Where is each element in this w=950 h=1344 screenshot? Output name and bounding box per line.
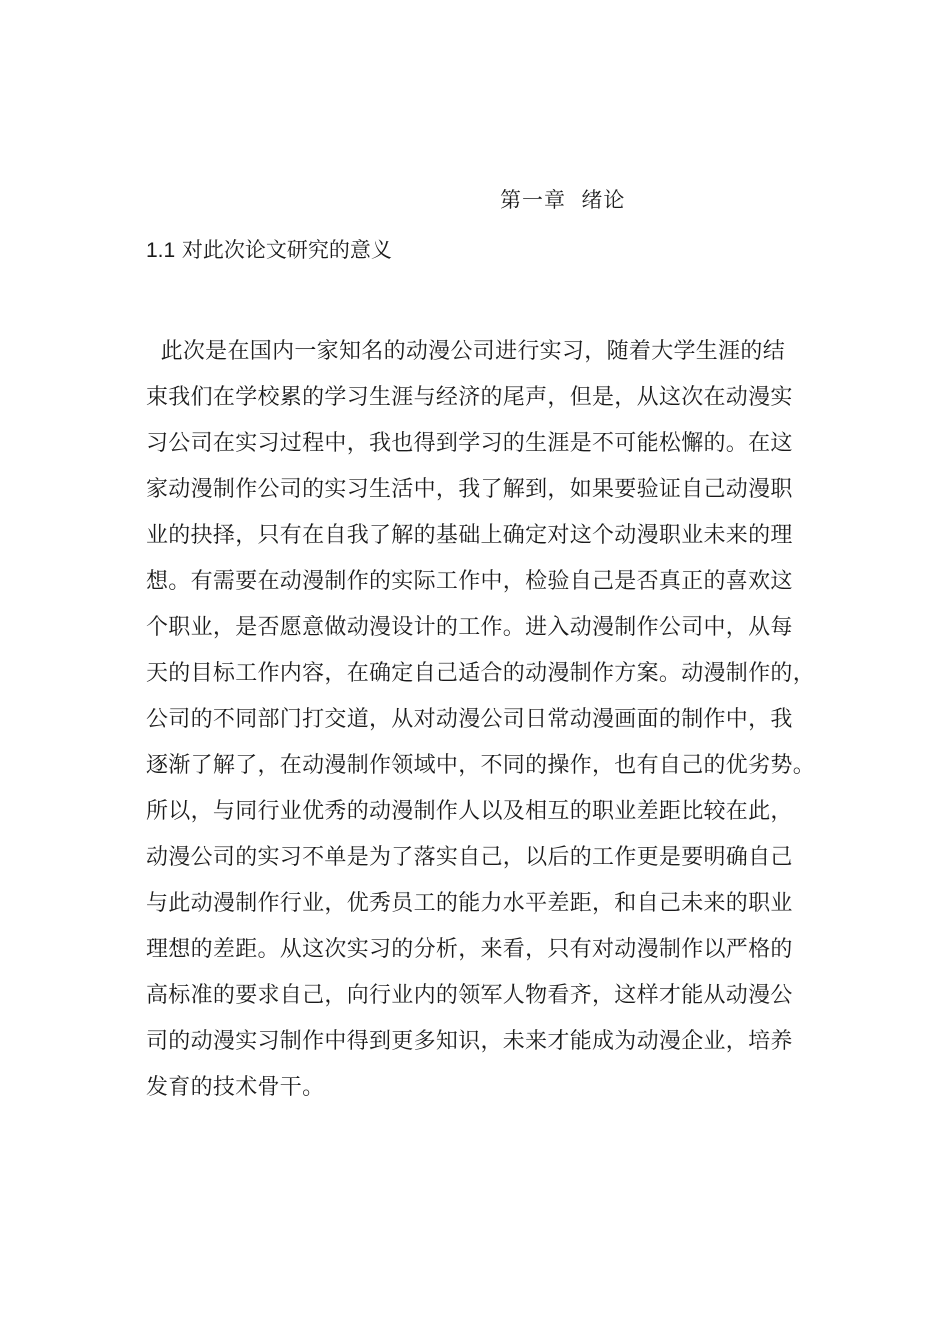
paragraph-line: 所以，与同行业优秀的动漫制作人以及相互的职业差距比较在此，	[146, 799, 793, 824]
paragraph-line: 个职业，是否愿意做动漫设计的工作。进入动漫制作公司中，从每	[146, 615, 793, 640]
paragraph-line: 习公司在实习过程中，我也得到学习的生涯是不可能松懈的。在这	[146, 431, 793, 456]
paragraph-line: 与此动漫制作行业，优秀员工的能力水平差距，和自己未来的职业	[146, 891, 793, 916]
body-paragraph	[146, 336, 846, 1118]
paragraph-line: 业的抉择，只有在自我了解的基础上确定对这个动漫职业未来的理	[146, 523, 793, 548]
paragraph-line: 逐渐了解了，在动漫制作领域中，不同的操作，也有自己的优劣势。	[146, 753, 816, 778]
paragraph-line: 家动漫制作公司的实习生活中，我了解到，如果要验证自己动漫职	[146, 477, 793, 502]
paragraph-line: 想。有需要在动漫制作的实际工作中，检验自己是否真正的喜欢这	[146, 569, 793, 594]
paragraph-line: 动漫公司的实习不单是为了落实自己，以后的工作更是要明确自己	[146, 845, 793, 870]
paragraph-line: 高标准的要求自己，向行业内的领军人物看齐，这样才能从动漫公	[146, 983, 793, 1008]
chapter-title: 第一章 绪论	[500, 188, 626, 212]
paragraph-line: 理想的差距。从这次实习的分析，来看，只有对动漫制作以严格的	[146, 937, 793, 962]
paragraph-line: 此次是在国内一家知名的动漫公司进行实习，随着大学生涯的结	[146, 339, 785, 364]
section-number: 1.1	[146, 239, 176, 262]
section-title: 对此次论文研究的意义	[181, 238, 392, 262]
paragraph-line: 束我们在学校累的学习生涯与经济的尾声，但是，从这次在动漫实	[146, 385, 793, 410]
section-heading	[146, 234, 392, 267]
paragraph-line: 公司的不同部门打交道，从对动漫公司日常动漫画面的制作中，我	[146, 707, 793, 732]
paragraph-line: 天的目标工作内容，在确定自己适合的动漫制作方案。动漫制作的，	[146, 661, 816, 686]
paragraph-line: 司的动漫实习制作中得到更多知识，未来才能成为动漫企业，培养	[146, 1029, 793, 1054]
paragraph-line: 发育的技术骨干。	[146, 1075, 325, 1100]
